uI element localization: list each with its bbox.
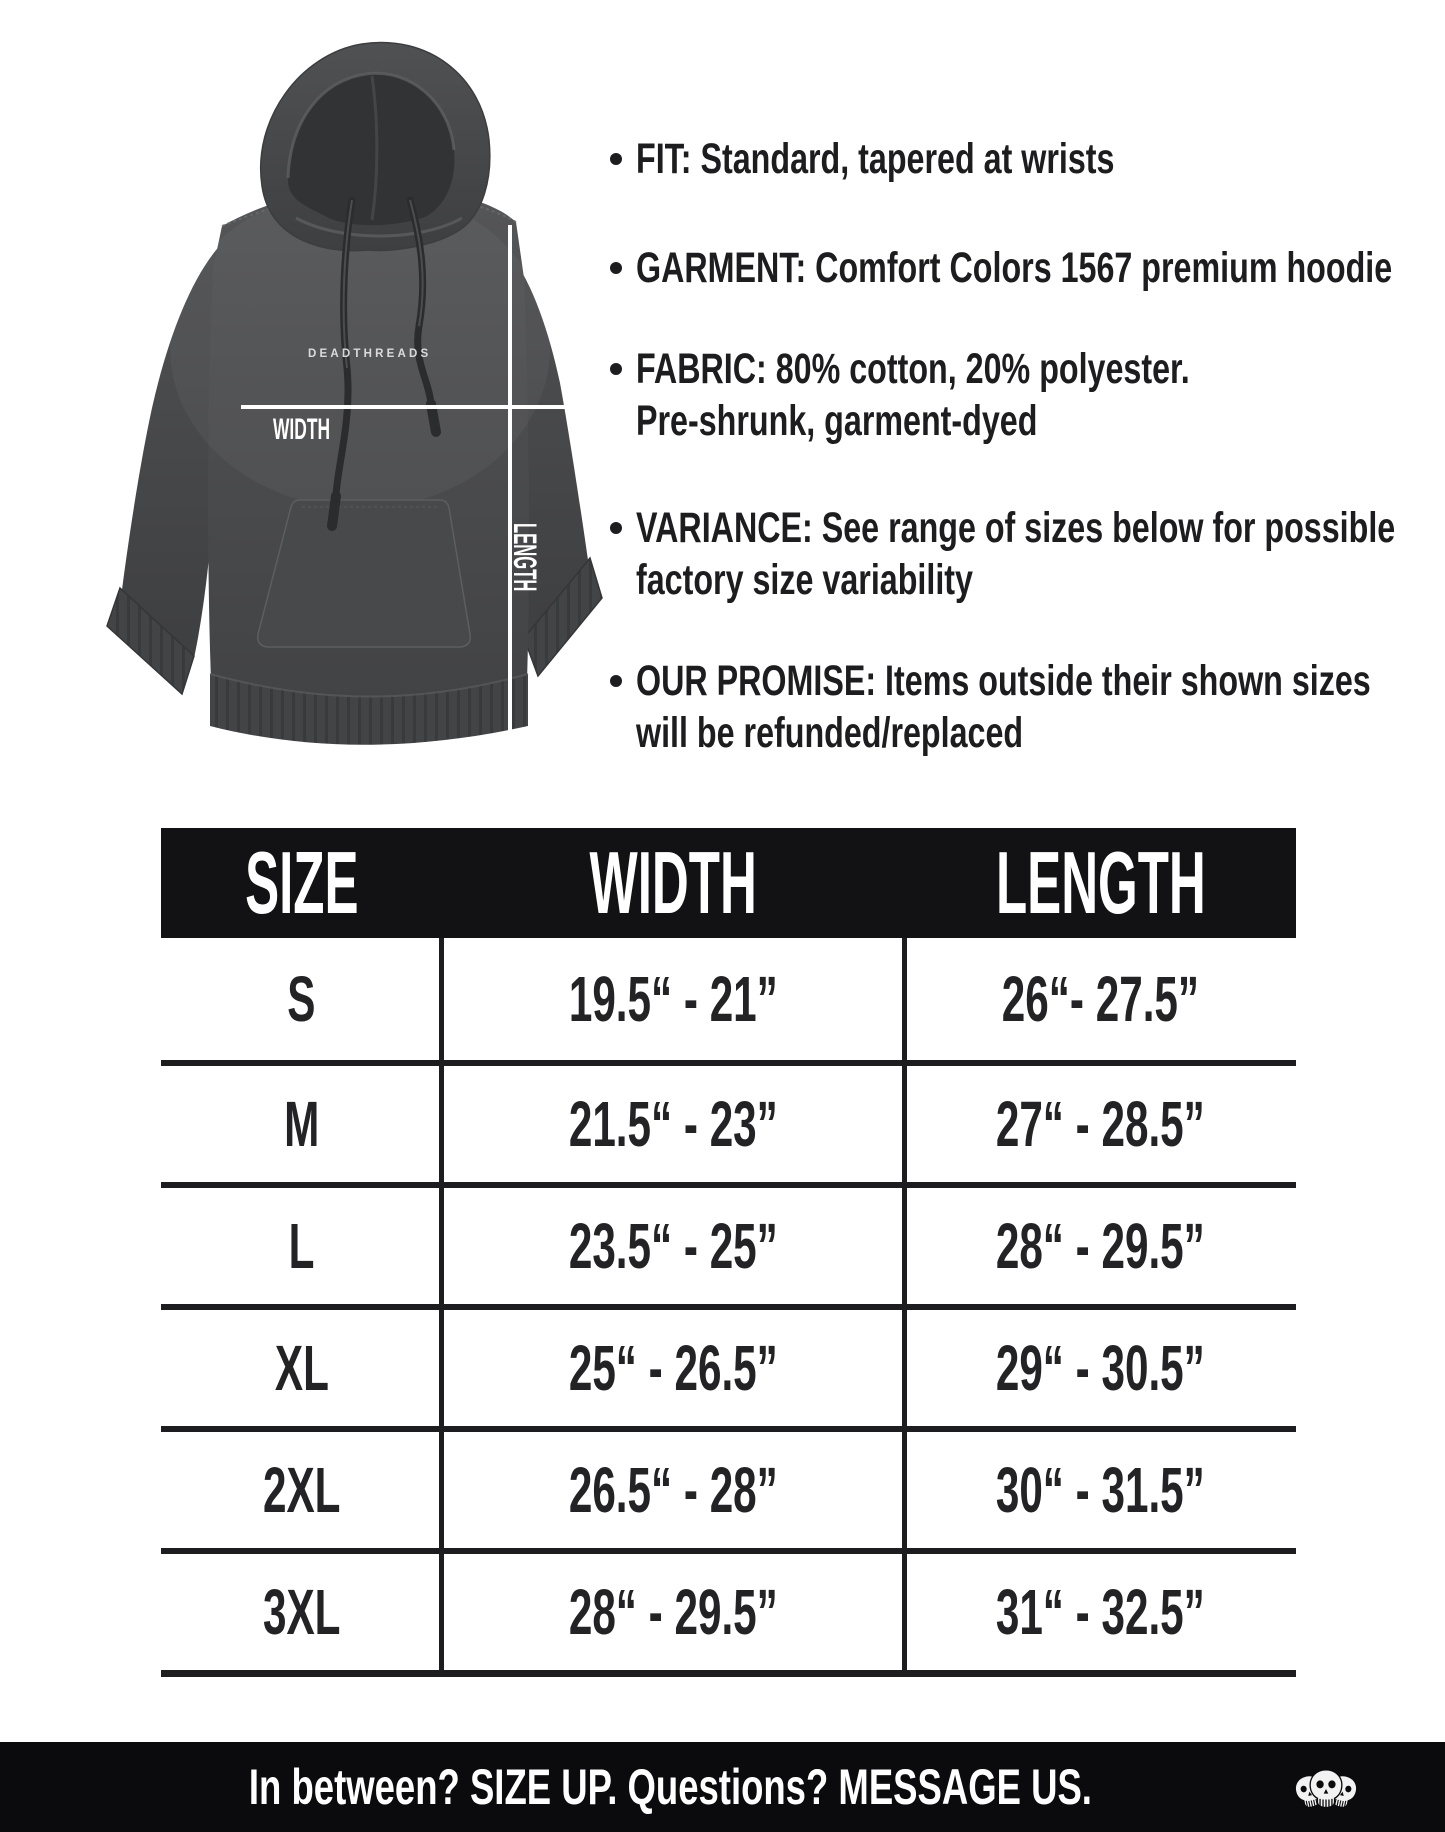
cell-width [442,938,905,1060]
bullet-icon [610,153,622,165]
length-value: 31“ - 32.5” [996,1576,1205,1648]
width-value: 28“ - 29.5” [569,1576,778,1648]
size-value: M [283,1088,320,1160]
width-value: 26.5“ - 28” [569,1454,778,1526]
width-value: 23.5“ - 25” [569,1210,778,1282]
cell-length [905,1066,1296,1182]
header-length-label: LENGTH [995,833,1206,932]
length-measure-line [508,225,512,742]
cell-width [442,1066,905,1182]
table-row-xl [161,1304,1296,1426]
bullet-icon [610,363,622,375]
feature-line: Pre-shrunk, garment-dyed [636,397,1038,445]
length-value: 26“- 27.5” [1001,963,1200,1035]
feature-item-fabric [600,343,1374,447]
width-value: 25“ - 26.5” [569,1332,778,1404]
cell-size [161,1554,442,1670]
size-chart [161,828,1296,1677]
cell-length [905,938,1296,1060]
feature-item-garment [600,242,1445,294]
feature-line: FABRIC: 80% cotton, 20% polyester. [636,345,1190,393]
size-chart-header [161,828,1296,938]
column-divider [439,938,444,1670]
table-row-l [161,1182,1296,1304]
footer-message: In between? SIZE UP. Questions? MESSAGE US. [248,1759,1093,1815]
size-value: 2XL [262,1454,341,1526]
feature-line: factory size variability [636,556,973,604]
cell-size [161,1432,442,1548]
cell-width [442,1188,905,1304]
width-value: 19.5“ - 21” [569,963,778,1035]
cell-size [161,1310,442,1426]
bullet-icon [610,522,622,534]
feature-line: VARIANCE: See range of sizes below for possible [636,504,1396,552]
hoodie-illustration [90,28,610,758]
bullet-icon [610,262,622,274]
cell-width [442,1310,905,1426]
feature-item-variance [600,502,1445,606]
cell-length [905,1554,1296,1670]
header-cell-size [161,828,442,938]
header-width-label: WIDTH [589,833,758,932]
feature-line: will be refunded/replaced [636,709,1024,757]
cell-length [905,1310,1296,1426]
length-value: 29“ - 30.5” [996,1332,1205,1404]
cell-width [442,1432,905,1548]
length-value: 27“ - 28.5” [996,1088,1205,1160]
cell-size [161,1188,442,1304]
footer-bar [0,1742,1445,1832]
size-value: S [287,963,316,1035]
length-label: LENGTH [507,523,543,592]
footer-message-wrap [0,1742,1445,1832]
table-row-m [161,1060,1296,1182]
cell-size [161,938,442,1060]
size-value: XL [274,1332,329,1404]
column-divider [902,938,907,1670]
size-value: 3XL [262,1576,341,1648]
length-value: 28“ - 29.5” [996,1210,1205,1282]
table-row-s [161,938,1296,1060]
header-cell-length [905,828,1296,938]
product-diagram [90,28,610,758]
width-value: 21.5“ - 23” [569,1088,778,1160]
length-value: 30“ - 31.5” [996,1454,1205,1526]
cell-width [442,1554,905,1670]
width-measure-line [241,405,568,409]
header-size-label: SIZE [244,833,359,932]
cell-length [905,1188,1296,1304]
size-value: L [288,1210,315,1282]
table-row-2xl [161,1426,1296,1548]
feature-line: FIT: Standard, tapered at wrists [636,135,1115,183]
table-row-3xl [161,1548,1296,1670]
width-label: WIDTH [273,413,331,446]
brand-print: DEADTHREADS [308,348,432,360]
cell-size [161,1066,442,1182]
feature-list [600,0,1400,790]
feature-item-promise [600,655,1445,759]
feature-line: OUR PROMISE: Items outside their shown sizes [636,657,1371,705]
bullet-icon [610,675,622,687]
feature-item-fit [600,133,1274,185]
three-skulls-logo [1287,1751,1365,1823]
cell-length [905,1432,1296,1548]
feature-line: GARMENT: Comfort Colors 1567 premium hoodie [636,244,1393,292]
size-chart-body [161,938,1296,1677]
header-cell-width [442,828,905,938]
